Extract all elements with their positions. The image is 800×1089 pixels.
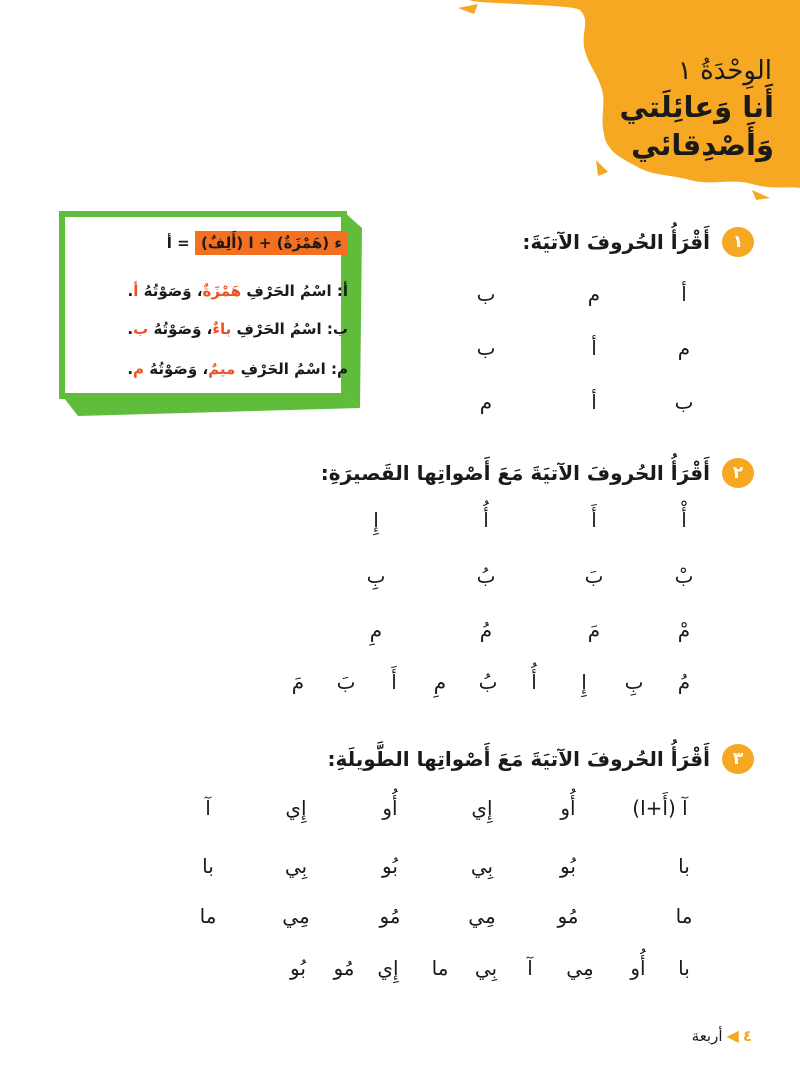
unit-title [620, 88, 774, 164]
letter: أ [681, 282, 687, 306]
exercise-2-header [321, 456, 754, 490]
letter: أْ [681, 508, 687, 532]
letter: ما [199, 904, 217, 928]
line3-sound: ب [133, 320, 149, 338]
letter: بُو [560, 854, 576, 878]
line4-prefix: م: اسْمُ الحَرْفِ [240, 360, 348, 378]
exercise-1-header [522, 225, 754, 259]
letter: با [678, 956, 690, 980]
letter: مُو [557, 904, 579, 928]
letter: ما [431, 956, 449, 980]
letter: أُو [382, 796, 398, 820]
letter: إِي [377, 956, 399, 980]
unit-label: الوِحْدَةُ ١ [677, 56, 772, 86]
line3-prefix: ب: اسْمُ الحَرْفِ [236, 320, 348, 338]
letter: ب [674, 390, 694, 414]
alif-word: (أَلِفٌ) [200, 234, 244, 252]
line4-sound: م [133, 360, 145, 378]
letter: بِي [470, 854, 494, 878]
letter: مِ [433, 670, 447, 694]
exercise-1-number: ١ [722, 227, 754, 257]
box-line-2 [128, 282, 348, 300]
letter: مِي [566, 956, 594, 980]
letter: بِ [624, 670, 644, 694]
letter: مُو [333, 956, 355, 980]
exercise-1-title: أَقْرَأُ الحُروفَ الآتيَةَ: [522, 230, 710, 254]
letter: با [202, 854, 214, 878]
letter: آ (أَ+ا) [632, 796, 688, 820]
letter: أُو [560, 796, 576, 820]
letter: مُ [479, 618, 493, 642]
letter: إِي [471, 796, 493, 820]
line3-name: باءٌ [212, 320, 232, 338]
line2-name: هَمْزَةٌ [202, 282, 242, 300]
unit-title-line2: وَأَصْدِقائي [631, 128, 774, 162]
letter: بُ [476, 564, 496, 588]
exercise-3-number: ٣ [722, 744, 754, 774]
box-line-1 [167, 234, 348, 252]
result-char: أ [166, 234, 172, 252]
letter: أ [591, 390, 597, 414]
letter: بْ [674, 564, 694, 588]
letter: أُو [630, 956, 646, 980]
letter: إِ [581, 670, 587, 694]
box-line-4 [127, 360, 348, 378]
letter: أَ [591, 508, 597, 532]
letter: ما [675, 904, 693, 928]
letter: مِ [369, 618, 383, 642]
line2-sound: أ [133, 282, 139, 300]
alif-char: ا [248, 234, 254, 252]
page-number: ٤ [742, 1026, 752, 1045]
letter: أ [591, 336, 597, 360]
exercise-3-title: أَقْرَأُ الحُروفَ الآتيَةَ مَعَ أَصْواتِها الطَّويلَةِ: [327, 747, 710, 771]
letter: آ [205, 796, 211, 820]
exercise-2-title: أَقْرَأُ الحُروفَ الآتيَةَ مَعَ أَصْواتِها القَصيرَةِ: [320, 461, 710, 485]
line2-end: . [127, 282, 134, 300]
letter: مَ [291, 670, 305, 694]
line3-end: . [127, 320, 134, 338]
letter: مِي [282, 904, 310, 928]
letter: م [677, 336, 691, 360]
letter: بَ [584, 564, 604, 588]
letter: مَ [587, 618, 601, 642]
unit-title-line1: أَنا وَعائِلَتي [619, 90, 774, 124]
letter: أُ [531, 670, 537, 694]
exercise-2-number: ٢ [722, 458, 754, 488]
letter: مْ [677, 618, 691, 642]
box-line-1-highlight [195, 231, 348, 255]
line4-name: ميمٌ [208, 360, 236, 378]
page-footer [692, 1026, 752, 1045]
letter: أُ [483, 508, 489, 532]
letter: بُ [478, 670, 498, 694]
letter: م [479, 390, 493, 414]
hamza-char: ء [334, 234, 342, 252]
letter: با [678, 854, 690, 878]
letter: مُ [677, 670, 691, 694]
letter: أَ [391, 670, 397, 694]
line3-mid: ، وَصَوْتُهُ [153, 320, 213, 338]
exercise-3-header [327, 742, 754, 776]
letter: بِي [284, 854, 308, 878]
letter: بُو [382, 854, 398, 878]
letter: مُو [379, 904, 401, 928]
letter: مِي [468, 904, 496, 928]
letter: إِ [373, 508, 379, 532]
page-arrow-icon: ◀ [726, 1026, 739, 1045]
letter: ب [476, 282, 496, 306]
letter: إِي [285, 796, 307, 820]
letter: م [587, 282, 601, 306]
equals-sign: = [177, 234, 190, 252]
plus-sign: + [258, 234, 272, 252]
hamza-word: (هَمْزَةٌ) [276, 234, 330, 252]
letter: بِ [366, 564, 386, 588]
box-line-3 [127, 320, 348, 338]
line4-end: . [127, 360, 134, 378]
letter: آ [527, 956, 533, 980]
letter: بِي [474, 956, 498, 980]
line4-mid: ، وَصَوْتُهُ [149, 360, 209, 378]
letter: ب [476, 336, 496, 360]
line2-mid: ، وَصَوْتُهُ [143, 282, 203, 300]
page-word: أربعة [691, 1026, 723, 1045]
letter: بَ [336, 670, 356, 694]
line2-prefix: أ: اسْمُ الحَرْفِ [246, 282, 348, 300]
letter: بُو [290, 956, 306, 980]
